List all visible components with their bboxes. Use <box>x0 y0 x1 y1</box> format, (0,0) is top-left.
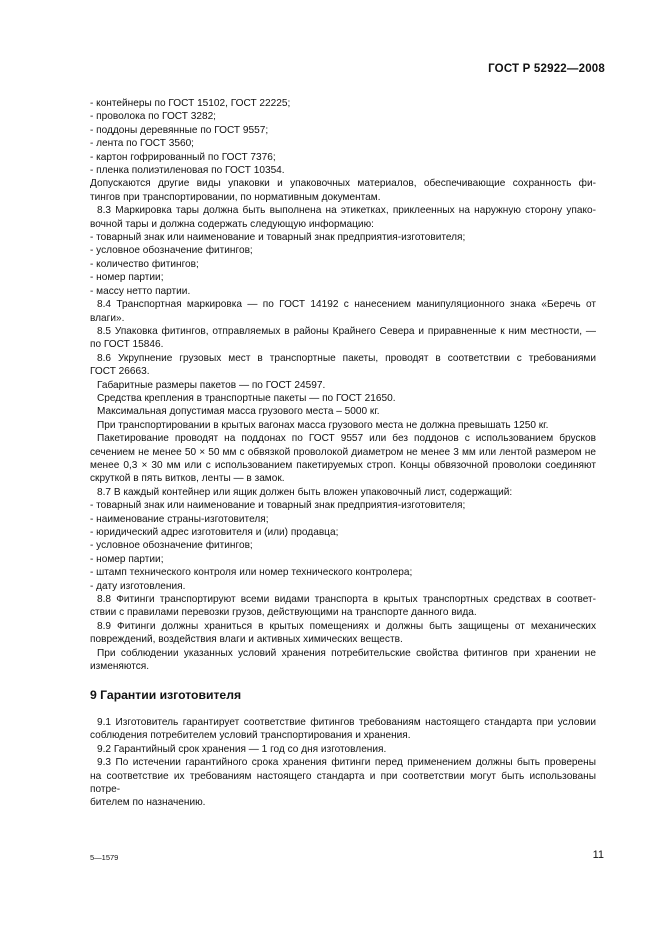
document-code: ГОСТ Р 52922—2008 <box>488 63 605 75</box>
text-line: - количество фитингов; <box>90 258 199 270</box>
text-line: Допускаются другие виды упаковки и упаковочных материалов, обеспечивающие сохранность фи- <box>90 178 596 190</box>
text-line: - пленка полиэтиленовая по ГОСТ 10354. <box>90 165 285 177</box>
page-number: 11 <box>592 849 604 861</box>
text-line: 9.3 По истечении гарантийного срока хранения фитинги перед применением должны быть проверены <box>97 757 596 769</box>
text-line: - номер партии; <box>90 553 164 565</box>
text-line: соблюдения потребителем условий транспортирования и хранения. <box>90 730 411 742</box>
text-line: - лента по ГОСТ 3560; <box>90 138 194 150</box>
text-line: - поддоны деревянные по ГОСТ 9557; <box>90 124 269 136</box>
text-line: - дату изготовления. <box>90 580 186 592</box>
section-9-heading: 9 Гарантии изготовителя <box>90 688 242 703</box>
text-line: ГОСТ 26663. <box>90 366 150 378</box>
text-line: 9.1 Изготовитель гарантирует соответствие фитингов требованиям настоящего стандарта при условии <box>97 716 596 728</box>
text-line: - штамп технического контроля или номер технического контролера; <box>90 567 413 579</box>
section-8-text <box>90 97 596 673</box>
text-line: бителем по назначению. <box>90 797 206 809</box>
section-9-text <box>90 716 596 810</box>
page-content <box>90 97 596 810</box>
text-line: - контейнеры по ГОСТ 15102, ГОСТ 22225; <box>90 98 291 109</box>
text-line: Габаритные размеры пакетов — по ГОСТ 24597. <box>97 379 326 391</box>
text-line: - номер партии; <box>90 272 164 284</box>
text-line: менее 0,3 × 30 мм или с использованием пакетируемых строп. Концы обвязочной проволоки соединяют <box>90 459 596 471</box>
text-line: 8.4 Транспортная маркировка — по ГОСТ 14192 с нанесением манипуляционного знака «Беречь от <box>97 299 596 311</box>
text-line: скруткой в пять витков, ленты — в замок. <box>90 473 285 485</box>
text-line: тингов при транспортировании, по нормативным документам. <box>90 191 381 203</box>
text-line: ствии с правилами перевозки грузов, действующими на транспорте данного вида. <box>90 607 477 619</box>
text-line: 8.8 Фитинги транспортируют всеми видами транспорта в крытых транспортных средствах в соответ- <box>97 594 596 606</box>
text-line: по ГОСТ 15846. <box>90 339 164 351</box>
text-line: 8.9 Фитинги должны храниться в крытых помещениях и должны быть защищены от механических <box>97 620 596 632</box>
text-line: 8.5 Упаковка фитингов, отправляемых в районы Крайнего Севера и приравненные к ним местности, — <box>97 325 596 337</box>
text-line: сечением не менее 50 × 50 мм с обвязкой проволокой диаметром не менее 3 мм или лентой размером не <box>90 446 596 458</box>
text-line: Пакетирование проводят на поддонах по ГОСТ 9557 или без поддонов с использованием брусков <box>97 433 596 445</box>
text-line: - массу нетто партии. <box>90 285 191 297</box>
text-line: Максимальная допустимая масса грузового места – 5000 кг. <box>97 406 380 418</box>
text-line: - картон гофрированный по ГОСТ 7376; <box>90 151 276 163</box>
text-line: - условное обозначение фитингов; <box>90 540 253 552</box>
text-line: - проволока по ГОСТ 3282; <box>90 111 216 123</box>
text-line: влаги». <box>90 312 125 324</box>
text-line: - наименование страны-изготовителя; <box>90 513 269 525</box>
text-line: При транспортировании в крытых вагонах масса грузового места не должна превышать 1250 кг. <box>97 419 549 431</box>
text-line: 9.2 Гарантийный срок хранения — 1 год со дня изготовления. <box>97 743 387 755</box>
text-line: повреждений, воздействия влаги и активных химических веществ. <box>90 634 403 646</box>
print-code: 5—1579 <box>90 853 119 862</box>
text-line: - условное обозначение фитингов; <box>90 245 253 257</box>
text-line: 8.3 Маркировка тары должна быть выполнена на этикетках, приклеенных на наружную сторону упако- <box>97 205 596 217</box>
text-line: При соблюдении указанных условий хранения потребительские свойства фитингов при хранении не <box>97 647 596 659</box>
text-line: - товарный знак или наименование и товарный знак предприятия-изготовителя; <box>90 500 466 512</box>
text-line: - товарный знак или наименование и товарный знак предприятия-изготовителя; <box>90 232 466 244</box>
text-line: 8.6 Укрупнение грузовых мест в транспортные пакеты, проводят в соответствии с требованиями <box>97 352 596 364</box>
text-line: Средства крепления в транспортные пакеты — по ГОСТ 21650. <box>97 392 396 404</box>
text-line: вочной тары и должна содержать следующую информацию: <box>90 218 374 230</box>
text-line: 8.7 В каждый контейнер или ящик должен быть вложен упаковочный лист, содержащий: <box>97 486 513 498</box>
text-line: изменяются. <box>90 661 150 673</box>
text-line: на соответствие их требованиям настоящего стандарта и при соответствии могут быть использованы потре- <box>90 770 596 795</box>
text-line: - юридический адрес изготовителя и (или) продавца; <box>90 527 339 538</box>
